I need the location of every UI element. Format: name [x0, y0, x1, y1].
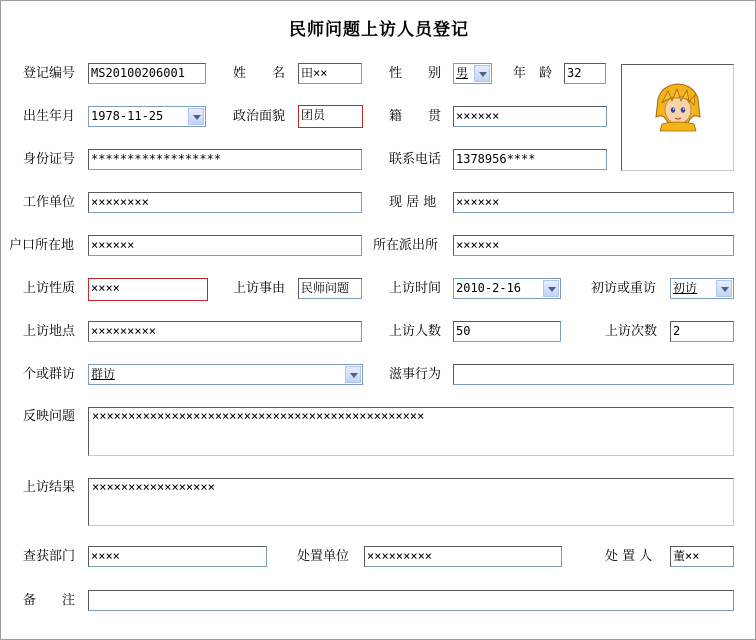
remarks-label: 备 注 — [23, 593, 76, 608]
age-label: 年 龄 — [513, 66, 553, 81]
place-label: 上访地点 — [23, 324, 76, 339]
id-label: 身份证号 — [23, 152, 76, 167]
gender-value: 男 — [456, 66, 469, 80]
dept-input[interactable]: ×××× — [88, 546, 267, 567]
visit-time-value: 2010-2-16 — [456, 281, 522, 295]
reg-no-input[interactable]: MS20100206001 — [88, 63, 206, 84]
first-repeat-select[interactable] — [670, 278, 734, 299]
hukou-input[interactable]: ×××××× — [88, 235, 362, 256]
handler-label: 处 置 人 — [605, 549, 653, 564]
handling-unit-label: 处置单位 — [297, 549, 350, 564]
political-input[interactable]: 团员 — [298, 105, 363, 128]
gender-select[interactable] — [453, 63, 492, 84]
remarks-input[interactable] — [88, 590, 734, 611]
native-label: 籍 贯 — [389, 109, 442, 124]
political-label: 政治面貌 — [233, 109, 286, 124]
birth-dropdown-icon[interactable] — [188, 108, 204, 125]
first-repeat-label: 初访或重访 — [591, 281, 657, 296]
num-people-input[interactable]: 50 — [453, 321, 561, 342]
phone-label: 联系电话 — [389, 152, 442, 167]
gender-dropdown-icon[interactable] — [474, 65, 490, 82]
gender-label: 性 别 — [389, 66, 442, 81]
avatar-photo-icon — [622, 65, 733, 170]
issue-textarea[interactable]: ×××××××××××××××××××××××××××××××××××××××××××××× — [88, 407, 734, 456]
dept-label: 查获部门 — [23, 549, 76, 564]
individual-group-value: 群访 — [91, 367, 116, 381]
first-repeat-dropdown-icon[interactable] — [716, 280, 732, 297]
individual-group-select[interactable] — [88, 364, 363, 385]
trouble-input[interactable] — [453, 364, 734, 385]
num-visits-input[interactable]: 2 — [670, 321, 734, 342]
workplace-input[interactable]: ×××××××× — [88, 192, 362, 213]
num-people-label: 上访人数 — [389, 324, 442, 339]
result-label: 上访结果 — [23, 480, 76, 495]
handling-unit-input[interactable]: ××××××××× — [364, 546, 562, 567]
birth-label: 出生年月 — [23, 109, 76, 124]
residence-input[interactable]: ×××××× — [453, 192, 734, 213]
visit-time-label: 上访时间 — [389, 281, 442, 296]
workplace-label: 工作单位 — [23, 195, 76, 210]
native-input[interactable]: ×××××× — [453, 106, 607, 127]
phone-input[interactable]: 1378956**** — [453, 149, 607, 170]
name-input[interactable]: 田×× — [298, 63, 362, 84]
age-input[interactable]: 32 — [564, 63, 606, 84]
num-visits-label: 上访次数 — [605, 324, 658, 339]
visit-time-dropdown-icon[interactable] — [543, 280, 559, 297]
place-input[interactable]: ××××××××× — [88, 321, 362, 342]
name-label: 姓 名 — [233, 66, 286, 81]
form-title: 民师问题上访人员登记 — [289, 20, 469, 40]
handler-input[interactable]: 董×× — [670, 546, 734, 567]
police-label: 所在派出所 — [373, 238, 439, 253]
trouble-label: 滋事行为 — [389, 367, 442, 382]
individual-group-dropdown-icon[interactable] — [345, 366, 361, 383]
birth-value: 1978-11-25 — [91, 109, 164, 123]
reg-no-label: 登记编号 — [23, 66, 76, 81]
id-input[interactable]: ****************** — [88, 149, 362, 170]
residence-label: 现 居 地 — [389, 195, 437, 210]
individual-group-label: 个或群访 — [23, 367, 76, 382]
nature-label: 上访性质 — [23, 281, 76, 296]
nature-input[interactable]: ×××× — [88, 278, 208, 301]
police-input[interactable]: ×××××× — [453, 235, 734, 256]
visit-time-select[interactable] — [453, 278, 561, 299]
issue-label: 反映问题 — [23, 409, 76, 424]
first-repeat-value: 初访 — [673, 281, 698, 295]
result-textarea[interactable]: ××××××××××××××××× — [88, 478, 734, 526]
reason-input[interactable]: 民师问题 — [298, 278, 362, 299]
photo-box[interactable] — [621, 64, 734, 171]
reason-label: 上访事由 — [233, 281, 286, 296]
birth-select[interactable] — [88, 106, 206, 127]
hukou-label: 户口所在地 — [9, 238, 75, 253]
